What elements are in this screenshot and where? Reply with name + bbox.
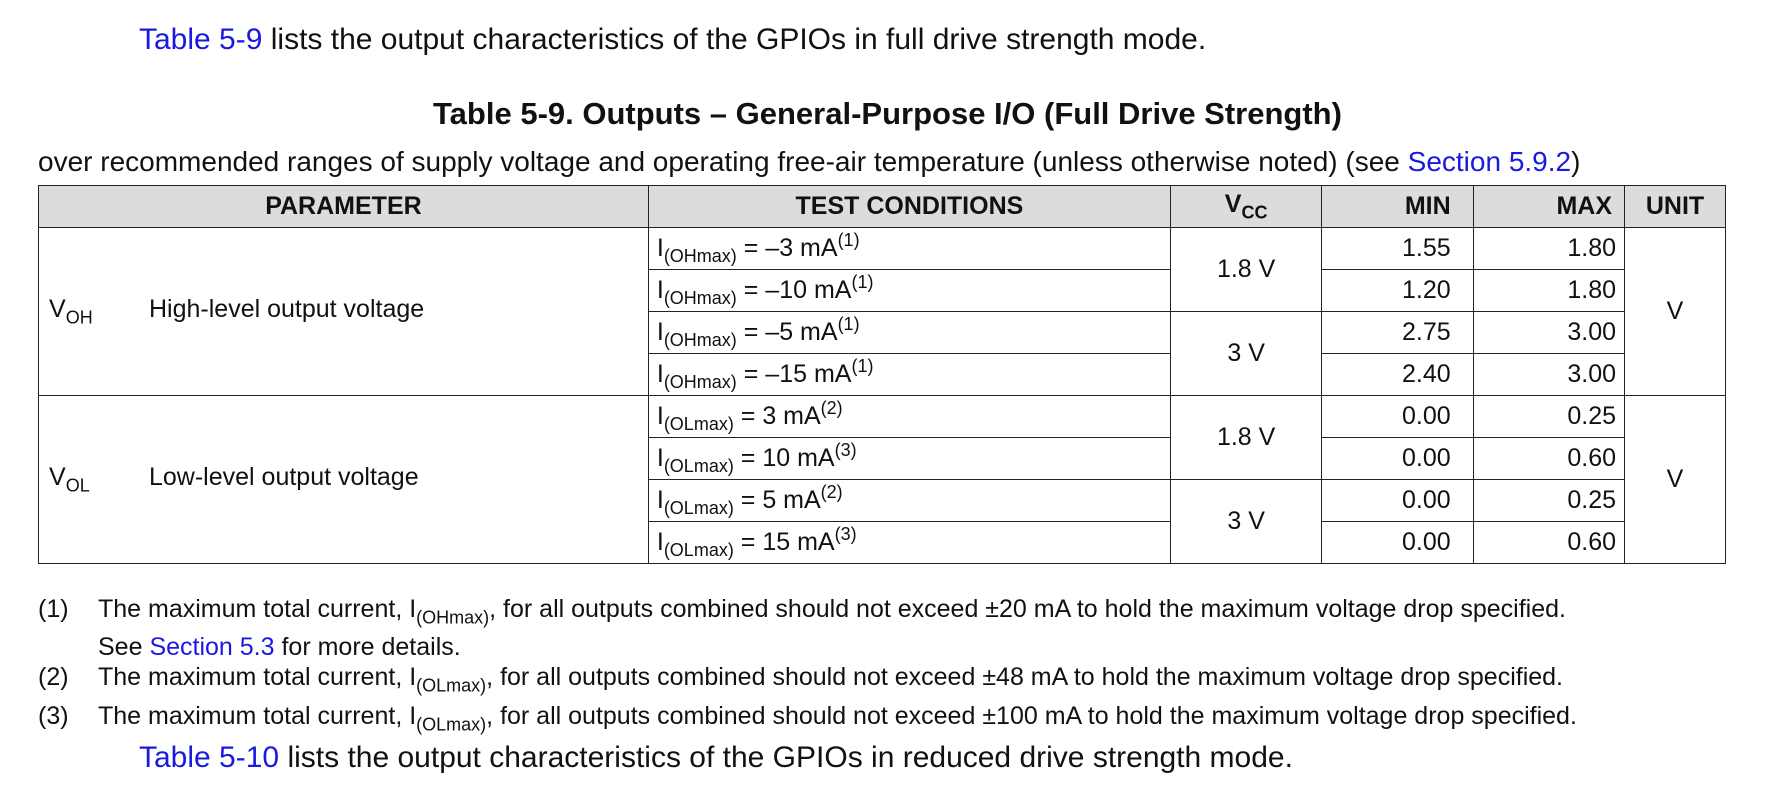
unit-cell: V [1625,228,1726,396]
min-cell: 2.40 [1322,354,1473,396]
test-condition-cell: $I_{(OHmax)} = -3$ $mA^{(1)}$ [648,228,1170,270]
min-cell: 0.00 [1322,480,1473,522]
min-cell: 0.00 [1322,522,1473,564]
header-min: MIN [1322,186,1473,228]
max-cell: 0.25 [1473,480,1624,522]
footnote-ref: (2) [820,481,843,502]
intro-paragraph [139,22,1206,58]
footnote-text: The maximum total current, $I_{(OLmax)}$, for all outputs combined should not exceed ±100 mA to hold the maximum voltage drop specified. [98,701,1577,734]
footnote-1 [38,594,1577,662]
table-row [39,396,1726,438]
section-5-3-link[interactable]: Section 5.3 [149,633,275,662]
max-cell: 3.00 [1473,312,1624,354]
footnote-ref: (1) [851,355,874,376]
min-cell: 2.75 [1322,312,1473,354]
footnote-marker: (2) [38,663,69,692]
vcc-cell: 1.8 V [1170,396,1321,480]
conditions-text: over recommended ranges of supply voltage and operating free-air temperature (unless otherwise noted) (see [38,146,1408,177]
conditions-close: ) [1571,146,1581,177]
header-max: MAX [1473,186,1624,228]
parameter-description: Low-level output voltage [149,462,419,491]
vcc-cell: 1.8 V [1170,228,1321,312]
test-condition-cell: $I_{(OLmax)} = 3$ $mA^{(2)}$ [648,396,1170,438]
unit-cell: V [1625,396,1726,564]
footnote-text: The maximum total current, $I_{(OHmax)}$, for all outputs combined should not exceed ±20 mA to hold the maximum voltage drop specified. See Section 5.3 for more details. [98,595,1566,662]
test-condition-cell: $I_{(OLmax)} = 15$ $mA^{(3)}$ [648,522,1170,564]
conditions-note [38,145,1580,179]
outro-text: lists the output characteristics of the GPIOs in reduced drive strength mode. [279,741,1293,774]
header-vcc: $V_{CC}$ [1170,186,1321,228]
footnote-marker: (1) [38,595,69,623]
footnote-marker: (3) [38,701,69,730]
footnote-3 [38,701,1577,739]
footnotes [38,594,1577,739]
max-cell: 0.60 [1473,438,1624,480]
footnote-ref: (1) [851,271,874,292]
parameter-symbol: $V_{OH}$ [49,294,93,328]
footnote-ref: (3) [834,439,857,460]
table-title: Table 5-9. Outputs – General-Purpose I/O (Full Drive Strength) [433,96,1342,131]
footnote-ref: (1) [837,229,860,250]
table-5-9-link[interactable]: Table 5-9 [139,23,263,56]
max-cell: 1.80 [1473,228,1624,270]
max-cell: 1.80 [1473,270,1624,312]
min-cell: 0.00 [1322,438,1473,480]
parameter-cell [39,396,649,564]
outro-paragraph [139,740,1293,776]
test-condition-cell: $I_{(OLmax)} = 10$ $mA^{(3)}$ [648,438,1170,480]
parameter-symbol: $V_{OL}$ [49,462,90,496]
header-parameter: PARAMETER [39,186,649,228]
header-test-conditions: TEST CONDITIONS [648,186,1170,228]
min-cell: 1.20 [1322,270,1473,312]
test-condition-cell: $I_{(OLmax)} = 5$ $mA^{(2)}$ [648,480,1170,522]
max-cell: 3.00 [1473,354,1624,396]
parameter-cell [39,228,649,396]
footnote-ref: (2) [820,397,843,418]
min-cell: 0.00 [1322,396,1473,438]
test-condition-cell: $I_{(OHmax)} = -15$ $mA^{(1)}$ [648,354,1170,396]
test-condition-cell: $I_{(OHmax)} = -10$ $mA^{(1)}$ [648,270,1170,312]
vcc-cell: 3 V [1170,312,1321,396]
test-condition-cell: $I_{(OHmax)} = -5$ $mA^{(1)}$ [648,312,1170,354]
intro-text: lists the output characteristics of the GPIOs in full drive strength mode. [262,23,1207,56]
table-row [39,228,1726,270]
footnote-ref: (1) [837,313,860,334]
vcc-cell: 3 V [1170,480,1321,564]
max-cell: 0.25 [1473,396,1624,438]
footnote-ref: (3) [834,523,857,544]
table-header-row [39,186,1726,228]
max-cell: 0.60 [1473,522,1624,564]
footnote-text: The maximum total current, $I_{(OLmax)}$, for all outputs combined should not exceed ±48 mA to hold the maximum voltage drop specified. [98,663,1564,696]
footnote-2 [38,662,1577,700]
section-5-9-2-link[interactable]: Section 5.9.2 [1407,146,1572,177]
table-5-10-link[interactable]: Table 5-10 [139,741,280,774]
header-unit: UNIT [1625,186,1726,228]
parameter-description: High-level output voltage [149,294,425,323]
spec-table [38,185,1726,564]
min-cell: 1.55 [1322,228,1473,270]
